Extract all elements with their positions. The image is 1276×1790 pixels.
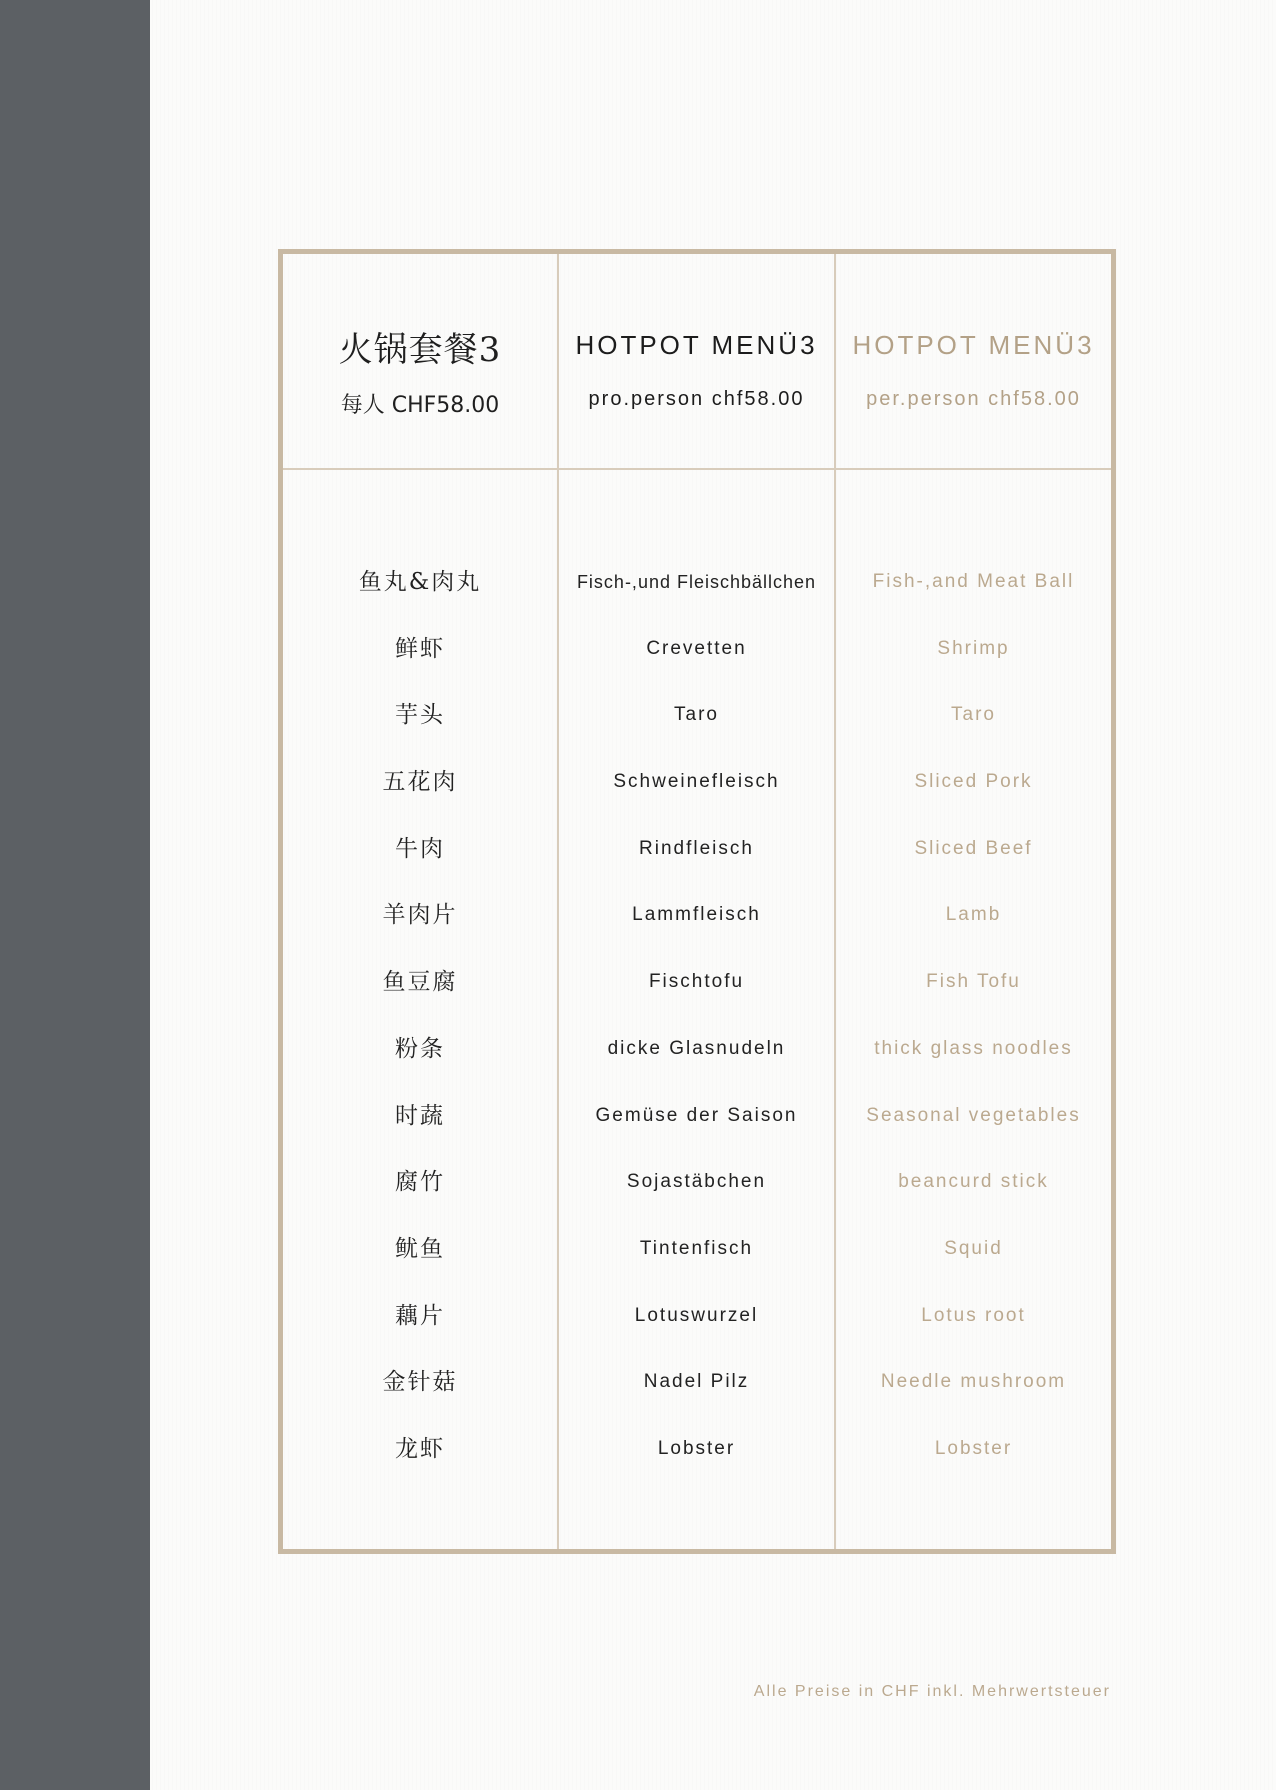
item-chinese: 时蔬 (395, 1103, 445, 1129)
item-english: Lotus root (921, 1305, 1026, 1326)
item-chinese: 粉条 (395, 1036, 445, 1062)
menu-item-row (283, 616, 1111, 682)
menu-item-row (283, 1416, 1111, 1482)
menu-item-row (283, 1083, 1111, 1149)
item-chinese: 鱿鱼 (395, 1236, 445, 1262)
item-german: Fisch-,und Fleischbällchen (576, 572, 817, 592)
side-band (0, 0, 150, 1790)
item-english: Taro (951, 704, 996, 725)
menu-item-row (283, 749, 1111, 815)
item-chinese: 龙虾 (395, 1436, 445, 1462)
menu-item-row (283, 1283, 1111, 1349)
item-german: Sojastäbchen (626, 1171, 767, 1192)
item-german: Lobster (657, 1438, 736, 1459)
item-english: Sliced Pork (914, 771, 1033, 792)
item-chinese: 鱼丸&肉丸 (358, 569, 482, 595)
item-chinese: 金针菇 (382, 1369, 458, 1395)
menu-item-row (283, 949, 1111, 1015)
item-german: Lammfleisch (632, 904, 761, 925)
item-german: Taro (674, 704, 719, 725)
item-chinese: 藕片 (395, 1303, 445, 1329)
item-chinese: 牛肉 (395, 836, 445, 862)
menu-price-chinese: 每人 CHF58.00 (340, 393, 500, 418)
item-german: dicke Glasnudeln (607, 1038, 786, 1059)
menu-frame (278, 249, 1116, 1554)
header-chinese (283, 254, 557, 468)
item-english: Shrimp (937, 638, 1010, 659)
item-english: Lamb (945, 904, 1002, 925)
menu-item-row (283, 549, 1111, 615)
menu-item-row (283, 1016, 1111, 1082)
item-chinese: 鱼豆腐 (382, 969, 458, 995)
item-german: Rindfleisch (639, 838, 754, 859)
item-english: Lobster (934, 1438, 1013, 1459)
item-chinese: 芋头 (395, 702, 445, 728)
menu-title-german: HOTPOT MENÜ3 (575, 330, 818, 360)
menu-item-row (283, 1149, 1111, 1215)
item-chinese: 腐竹 (395, 1169, 445, 1195)
price-note: Alle Preise in CHF inkl. Mehrwertsteuer (753, 1683, 1111, 1700)
item-german: Lotuswurzel (634, 1305, 759, 1326)
item-chinese: 羊肉片 (382, 902, 458, 928)
item-german: Nadel Pilz (643, 1371, 750, 1392)
item-english: thick glass noodles (874, 1038, 1073, 1059)
item-german: Gemüse der Saison (595, 1105, 798, 1126)
item-english: Fish Tofu (926, 971, 1021, 992)
menu-title-english: HOTPOT MENÜ3 (852, 330, 1095, 360)
header-divider (283, 468, 1111, 470)
item-chinese: 五花肉 (382, 769, 458, 795)
menu-price-german: pro.person chf58.00 (588, 388, 805, 410)
item-german: Fischtofu (648, 971, 745, 992)
menu-item-row (283, 1349, 1111, 1415)
item-english: beancurd stick (898, 1171, 1049, 1192)
menu-item-row (283, 882, 1111, 948)
item-english: Sliced Beef (914, 838, 1033, 859)
item-english: Squid (944, 1238, 1003, 1259)
menu-item-row (283, 816, 1111, 882)
header-english (836, 254, 1111, 468)
menu-price-english: per.person chf58.00 (866, 388, 1081, 410)
item-english: Fish-,and Meat Ball (872, 571, 1075, 592)
item-english: Needle mushroom (880, 1371, 1067, 1392)
menu-item-row (283, 682, 1111, 748)
menu-item-row (283, 1216, 1111, 1282)
item-english: Seasonal vegetables (866, 1105, 1081, 1126)
item-german: Tintenfisch (639, 1238, 754, 1259)
item-german: Schweinefleisch (613, 771, 780, 792)
item-chinese: 鲜虾 (395, 636, 445, 662)
item-german: Crevetten (646, 638, 747, 659)
menu-title-chinese: 火锅套餐3 (338, 330, 502, 370)
header-german (559, 254, 834, 468)
